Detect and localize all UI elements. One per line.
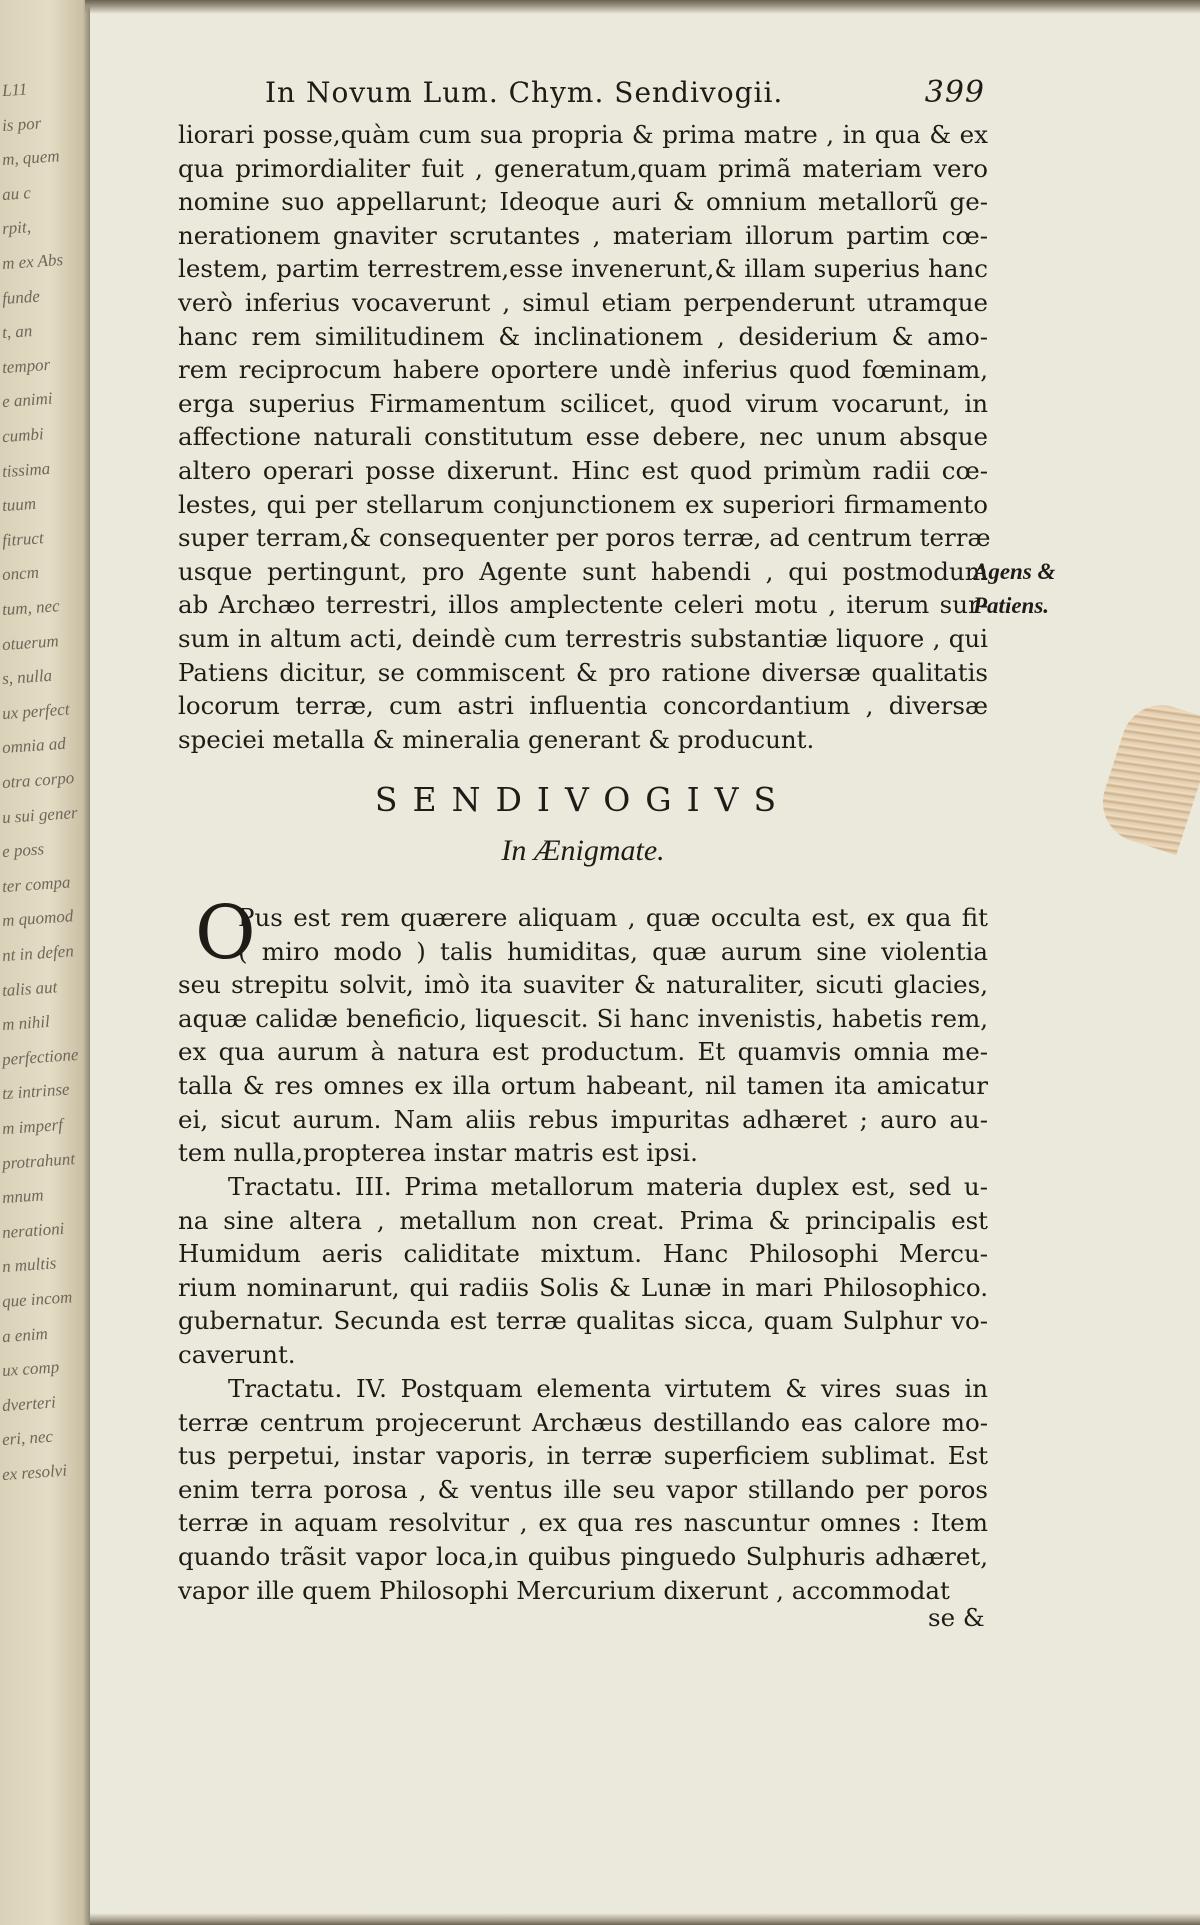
text-line: terræ in aquam resolvitur , ex qua res nascuntur omnes : Item [178,1508,988,1538]
text-line: usque pertingunt, pro Agente sunt habendi , qui postmodum [178,556,988,586]
facing-page-fragment: e animi [1,389,54,412]
facing-page-fragment: ex resolvi [1,1460,68,1485]
top-page-edge [85,0,1200,14]
facing-page-fragment: otuerum [1,630,60,654]
text-line: nomine suo appellarunt; Ideoque auri & omnium metallorũ ge- [178,187,988,217]
text-line: affectione naturali constitutum esse debere, nec unum absque [178,422,988,452]
facing-page-fragment: m quomod [1,906,74,931]
facing-page-fragment: oncm [1,562,40,585]
text-line: rium nominarunt, qui radiis Solis & Lunæ in mari Philosophico. [178,1272,988,1302]
text-line: verò inferius vocaverunt , simul etiam perpenderunt utramque [178,287,988,317]
facing-page-fragment: m imperf [1,1114,64,1139]
facing-page-fragment: nerationi [1,1218,65,1242]
text-line: qua primordialiter fuit , generatum,quam primã materiam vero [178,153,988,183]
text-line: terræ centrum projecerunt Archæus destillando eas calore mo- [178,1407,988,1437]
text-line: na sine altera , metallum non creat. Prima & principalis est [178,1205,988,1235]
text-line: sum in altum acti, deindè cum terrestris substantiæ liquore , qui [178,623,988,653]
facing-page-fragment: tuum [1,493,37,516]
facing-page-fragment: rpit, [1,217,32,239]
facing-page-fragment: funde [1,286,41,308]
facing-page-fragment: tum, nec [1,596,61,620]
text-line: ei, sicut aurum. Nam aliis rebus impuritas adhæret ; auro au- [178,1104,988,1134]
facing-page-fragment: n multis [1,1253,57,1277]
facing-page-fragment: is por [1,113,42,135]
margin-note-patiens: Patiens. [973,593,1050,618]
text-line: quando trãsit vapor loca,in quibus pinguedo Sulphuris adhæret, [178,1541,988,1571]
paragraph-enigma [178,901,988,1170]
facing-page-edge [0,0,90,1925]
text-line: super terram,& consequenter per poros terræ, ad centrum terræ [178,523,991,553]
text-line: tus perpetui, instar vaporis, in terræ superficiem sublimat. Est [178,1441,988,1471]
facing-page-fragment: u sui gener [1,802,79,827]
facing-page-fragment: ux perfect [1,699,71,723]
text-line: locorum terræ, cum astri influentia concordantium , diversæ [178,691,988,721]
facing-page-fragment: fitruct [1,528,45,550]
text-line: altero operari posse dixerunt. Hinc est quod primùm radii cœ- [178,455,988,485]
section-subtitle: In Ænigmate. [501,834,665,867]
text-line: caverunt. [178,1339,296,1369]
text-line: tem nulla,propterea instar matris est ipsi. [178,1138,698,1168]
facing-page-fragment: talis aut [1,976,58,1000]
facing-page-fragment: nt in defen [1,941,75,966]
text-line: gubernatur. Secunda est terræ qualitas sicca, quam Sulphur vo- [178,1306,988,1336]
text-line: hanc rem similitudinem & inclinationem , desiderium & amo- [178,321,988,351]
page-number: 399 [924,75,985,110]
text-line: lestem, partim terrestrem,esse invenerunt,& illam superius hanc [178,254,988,284]
text-line: ab Archæo terrestri, illos amplectente celeri motu , iterum sur- [178,590,988,620]
facing-page-fragment: perfectione [1,1044,80,1069]
facing-page-fragment: t, an [1,321,33,343]
facing-page-fragment: L11 [1,79,28,101]
facing-page-fragment: ux comp [1,1357,60,1381]
facing-page-fragment: mnum [1,1185,45,1208]
text-line: nerationem gnaviter scrutantes , materiam illorum partim cœ- [178,220,988,250]
facing-page-fragment: a enim [1,1323,49,1346]
text-line: Humidum aeris caliditate mixtum. Hanc Philosophi Mercu- [178,1239,988,1269]
text-line: vapor ille quem Philosophi Mercurium dixerunt , accommodat [178,1575,950,1605]
facing-page-fragment: omnia ad [1,734,67,758]
text-line: Pus est rem quærere aliquam , quæ occulta est, ex qua fit [238,903,988,932]
facing-page-fragment: eri, nec [1,1426,54,1450]
section-title: SENDIVOGIVS [374,780,792,819]
facing-page-fragment: protrahunt [1,1148,76,1173]
text-line: liorari posse,quàm cum sua propria & prima matre , in qua & ex [178,120,988,149]
drop-capital: O [195,890,256,976]
text-line: ( miro modo ) talis humiditas, quæ aurum sine violentia [238,936,988,966]
facing-page-fragment: tz intrinse [1,1079,71,1104]
facing-page-fragment: tissima [1,458,51,481]
text-line: seu strepitu solvit, imò ita suaviter & naturaliter, sicuti glacies, [178,970,988,1000]
catchword: se & [928,1603,985,1632]
text-line: talla & res omnes ex illa ortum habeant, nil tamen ita amicatur [178,1070,988,1100]
facing-page-fragment: au c [1,182,32,204]
text-line: rem reciprocum habere oportere undè inferius quod fœminam, [178,355,988,385]
facing-page-fragment: e poss [1,839,45,862]
facing-page-fragment: que incom [1,1287,73,1312]
paragraph-tractatu-4 [178,1372,988,1607]
facing-page-fragment: cumbi [1,424,45,447]
running-header [265,75,985,119]
facing-page-fragment: m, quem [1,146,61,170]
text-line: enim terra porosa , & ventus ille seu vapor stillando per poros [178,1474,988,1504]
text-line: Tractatu. IV. Postquam elementa virtutem & vires suas in [228,1374,988,1403]
text-line: lestes, qui per stellarum conjunctionem ex superiori firmamento [178,489,988,519]
facing-page-fragment: m ex Abs [1,249,64,274]
text-line: speciei metalla & mineralia generant & producunt. [178,724,815,754]
text-line: Tractatu. III. Prima metallorum materia duplex est, sed u- [228,1172,988,1201]
text-line: Patiens dicitur, se commiscent & pro ratione diversæ qualitatis [178,657,988,687]
running-title: In Novum Lum. Chym. Sendivogii. [265,76,784,109]
facing-page-fragment: otra corpo [1,768,75,793]
text-line: ex qua aurum à natura est productum. Et quamvis omnia me- [178,1037,988,1067]
text-line: erga superius Firmamentum scilicet, quod virum vocarunt, in [178,388,988,418]
paragraph-tractatu-3 [178,1170,988,1372]
facing-page-fragment: dverteri [1,1392,57,1415]
facing-page-fragment: tempor [1,354,51,377]
paragraph-intro [178,118,991,756]
margin-note-agens: Agens & [973,559,1056,584]
text-line: aquæ calidæ beneficio, liquescit. Si hanc invenistis, habetis rem, [178,1003,988,1033]
facing-page-fragment: s, nulla [1,665,53,689]
bottom-page-edge [90,1913,1200,1925]
facing-page-fragment: ter compa [1,872,72,896]
facing-page-fragment: m nihil [1,1012,51,1035]
